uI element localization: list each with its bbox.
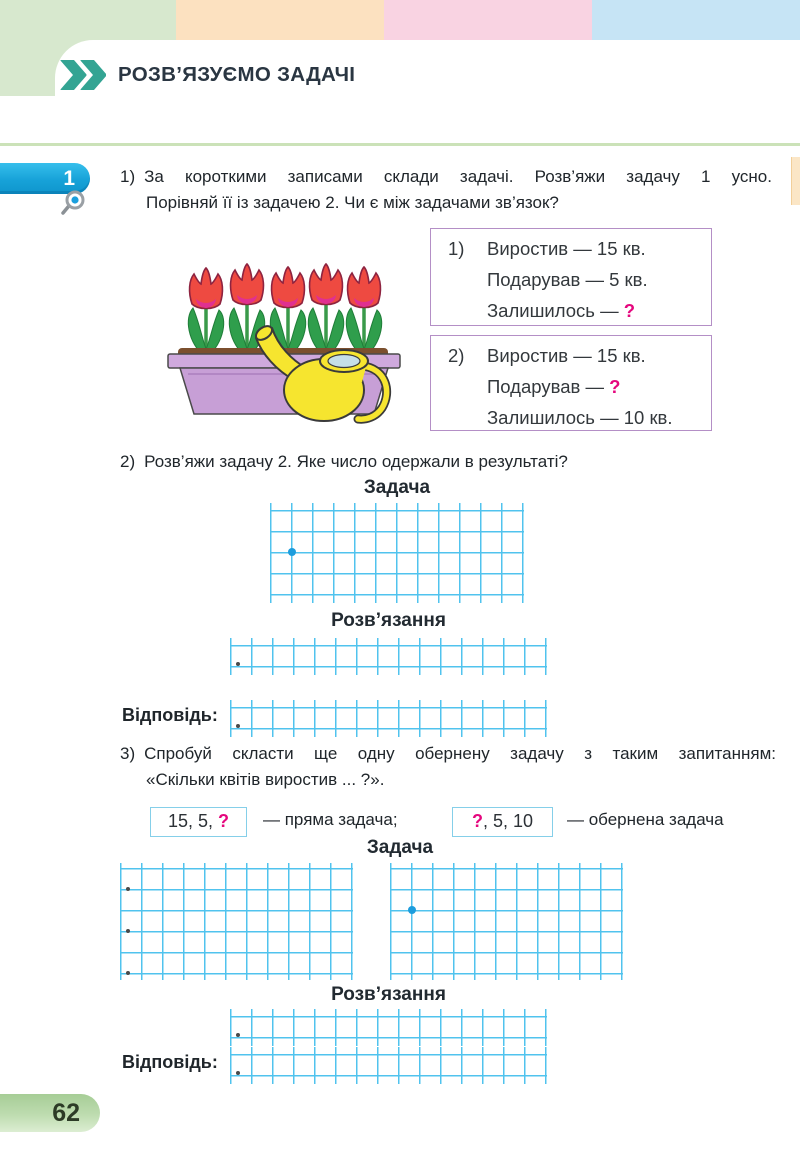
direct-task-box: 15, 5, ?: [150, 807, 247, 837]
grid-start-dot: [288, 548, 296, 556]
pen-dot: [126, 887, 130, 891]
note1-row1: Виростив — 15 кв.: [487, 238, 646, 259]
task3-marker: 3): [120, 744, 136, 763]
question-mark: ?: [471, 811, 483, 831]
inverse-task-label: — обернена задача: [567, 810, 724, 829]
task2-line: 2) Розв’яжи задачу 2. Яке число одержали в результаті?: [120, 452, 568, 471]
top-bar-blue: [592, 0, 800, 40]
task1-line1: 1) За короткими записами склади задачі. Розв’яжи задачу 1 усно.: [120, 167, 772, 186]
note2-row1: Виростив — 15 кв.: [487, 345, 646, 366]
pen-dot: [126, 929, 130, 933]
inverse-task-box: ?, 5, 10: [452, 807, 553, 837]
grid-start-dot: [408, 906, 416, 914]
pen-dot: [236, 1033, 240, 1037]
top-bar-peach: [176, 0, 384, 40]
question-mark: ?: [218, 811, 230, 831]
task1-marker: 1): [120, 167, 136, 186]
task1-line2: Порівняй її із задачею 2. Чи є між задачами зв’язок?: [146, 193, 559, 212]
task-heading: Задача: [366, 837, 434, 858]
task1-paragraph: [120, 164, 772, 216]
pen-dot: [126, 971, 130, 975]
task3-paragraph: [120, 741, 776, 793]
header-divider: [0, 143, 800, 146]
right-edge-tab: [791, 157, 800, 205]
solution-heading: Розв’язання: [331, 984, 446, 1005]
tulips-illustration: [148, 262, 420, 439]
task3-line1: 3) Спробуй скласти ще одну обернену задачу з таким запитанням:: [120, 744, 776, 763]
pen-dot: [236, 662, 240, 666]
top-bar-pink: [384, 0, 592, 40]
pen-dot: [236, 724, 240, 728]
solution-heading: Розв’язання: [331, 610, 446, 631]
magnifier-icon: [60, 189, 88, 222]
note2-number: 2): [448, 345, 465, 366]
solution-writing-grid: [230, 638, 547, 675]
task2-paragraph: [120, 449, 780, 475]
short-note-1: [430, 228, 712, 326]
page-title: РОЗВ’ЯЗУЄМО ЗАДАЧІ: [118, 63, 356, 86]
double-chevron-icon: [60, 60, 106, 95]
answer-writing-grid-2: [230, 1047, 547, 1084]
task-writing-grid-left: [120, 863, 353, 980]
note1-number: 1): [448, 238, 465, 259]
pen-dot: [236, 1071, 240, 1075]
task-heading: Задача: [363, 477, 431, 498]
answer-label: Відповідь:: [122, 1052, 218, 1072]
note1-row3: Залишилось — ?: [487, 300, 636, 321]
task-writing-grid-right: [390, 863, 623, 980]
direct-task-label: — пряма задача;: [263, 810, 398, 829]
note1-row2: Подарував — 5 кв.: [487, 269, 648, 290]
task3-line2: «Скільки квітів виростив ... ?».: [146, 770, 385, 789]
solution-writing-grid-2: [230, 1009, 547, 1046]
note2-row2: Подарував — ?: [487, 376, 621, 397]
note2-row3: Залишилось — 10 кв.: [487, 407, 673, 428]
answer-writing-grid: [230, 700, 547, 737]
question-mark: ?: [609, 376, 621, 397]
question-mark: ?: [623, 300, 636, 321]
task-writing-grid: [270, 503, 524, 603]
task2-marker: 2): [120, 452, 136, 471]
page-number-tab: 62: [0, 1094, 100, 1132]
exercise-number-badge: 1: [0, 163, 90, 194]
answer-label: Відповідь:: [122, 705, 218, 725]
top-bar-green: [0, 0, 176, 40]
short-note-2: [430, 335, 712, 431]
